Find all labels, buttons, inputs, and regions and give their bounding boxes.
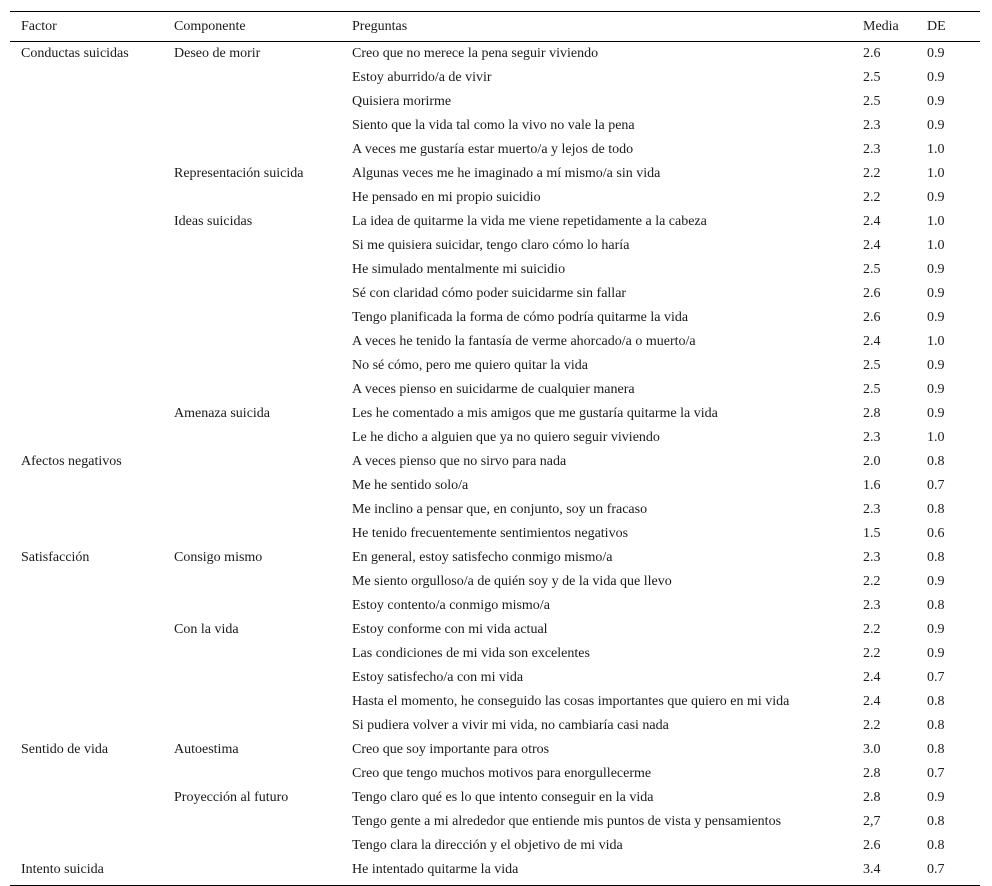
table-row [10, 642, 980, 666]
cell-factor: Sentido de vida [21, 742, 109, 757]
cell-factor: Intento suicida [21, 862, 104, 877]
cell-factor [10, 594, 163, 618]
cell-componente [163, 138, 341, 162]
cell-media: 2.2 [863, 718, 881, 733]
table-row [10, 90, 980, 114]
table-row [10, 258, 980, 282]
cell-factor [10, 522, 163, 546]
cell-componente [163, 354, 341, 378]
cell-componente [163, 666, 341, 690]
cell-factor [10, 258, 163, 282]
table-row [10, 714, 980, 738]
cell-pregunta: Me he sentido solo/a [352, 478, 469, 493]
cell-factor [10, 666, 163, 690]
header-row [10, 12, 980, 42]
cell-factor [10, 762, 163, 786]
cell-componente [163, 690, 341, 714]
cell-factor [10, 498, 163, 522]
cell-factor [10, 66, 163, 90]
cell-factor [10, 690, 163, 714]
cell-factor [10, 786, 163, 810]
cell-componente: Ideas suicidas [174, 214, 253, 229]
header-factor: Factor [21, 18, 57, 34]
cell-componente [163, 474, 341, 498]
cell-componente: Deseo de morir [174, 46, 261, 61]
cell-media: 2.4 [863, 694, 881, 709]
cell-factor [10, 570, 163, 594]
cell-componente: Amenaza suicida [174, 406, 271, 421]
cell-factor [10, 186, 163, 210]
cell-pregunta: Sé con claridad cómo poder suicidarme sin fallar [352, 286, 627, 301]
cell-pregunta: Las condiciones de mi vida son excelentes [352, 646, 590, 661]
table-row [10, 546, 980, 570]
cell-de: 0.9 [927, 622, 945, 637]
cell-media: 2.3 [863, 550, 881, 565]
cell-de: 0.7 [927, 766, 945, 781]
cell-de: 0.9 [927, 574, 945, 589]
cell-componente [163, 858, 341, 886]
cell-de: 0.9 [927, 262, 945, 277]
cell-componente: Consigo mismo [174, 550, 263, 565]
cell-pregunta: A veces me gustaría estar muerto/a y lejos de todo [352, 142, 634, 157]
cell-pregunta: Estoy contento/a conmigo mismo/a [352, 598, 550, 613]
table-row [10, 450, 980, 474]
cell-media: 3.0 [863, 742, 881, 757]
cell-de: 0.6 [927, 526, 945, 541]
cell-componente [163, 330, 341, 354]
cell-pregunta: Tengo planificada la forma de cómo podría quitarme la vida [352, 310, 689, 325]
cell-factor [10, 642, 163, 666]
cell-pregunta: Creo que tengo muchos motivos para enorgullecerme [352, 766, 652, 781]
cell-pregunta: Estoy aburrido/a de vivir [352, 70, 492, 85]
table-row [10, 234, 980, 258]
table-row [10, 42, 980, 67]
table-row [10, 114, 980, 138]
table-row [10, 66, 980, 90]
cell-pregunta: A veces pienso en suicidarme de cualquier manera [352, 382, 635, 397]
cell-pregunta: Creo que no merece la pena seguir viviendo [352, 46, 599, 61]
table-row [10, 138, 980, 162]
cell-de: 0.8 [927, 598, 945, 613]
cell-factor [10, 330, 163, 354]
table-row [10, 522, 980, 546]
cell-media: 2.2 [863, 646, 881, 661]
cell-media: 2.6 [863, 310, 881, 325]
table-row [10, 282, 980, 306]
cell-de: 0.8 [927, 718, 945, 733]
table-row [10, 378, 980, 402]
cell-media: 2.4 [863, 334, 881, 349]
cell-componente [163, 306, 341, 330]
table-row [10, 570, 980, 594]
cell-factor: Satisfacción [21, 550, 90, 565]
cell-pregunta: He intentado quitarme la vida [352, 862, 519, 877]
cell-factor [10, 810, 163, 834]
cell-pregunta: Estoy conforme con mi vida actual [352, 622, 548, 637]
cell-media: 2.5 [863, 94, 881, 109]
cell-componente [163, 834, 341, 858]
table-row [10, 858, 980, 886]
table-row [10, 402, 980, 426]
cell-factor [10, 90, 163, 114]
table-row [10, 306, 980, 330]
cell-componente [163, 282, 341, 306]
cell-pregunta: Estoy satisfecho/a con mi vida [352, 670, 524, 685]
cell-componente [163, 642, 341, 666]
table-row [10, 690, 980, 714]
cell-pregunta: Me siento orgulloso/a de quién soy y de la vida que llevo [352, 574, 672, 589]
cell-componente: Proyección al futuro [174, 790, 289, 805]
cell-factor [10, 306, 163, 330]
cell-pregunta: Algunas veces me he imaginado a mí mismo/a sin vida [352, 166, 661, 181]
cell-pregunta: La idea de quitarme la vida me viene repetidamente a la cabeza [352, 214, 707, 229]
cell-media: 2.4 [863, 214, 881, 229]
cell-de: 0.9 [927, 118, 945, 133]
cell-media: 2.0 [863, 454, 881, 469]
cell-de: 0.9 [927, 646, 945, 661]
cell-factor [10, 426, 163, 450]
cell-pregunta: Si pudiera volver a vivir mi vida, no cambiaría casi nada [352, 718, 669, 733]
cell-pregunta: En general, estoy satisfecho conmigo mismo/a [352, 550, 613, 565]
table-row [10, 762, 980, 786]
cell-pregunta: Les he comentado a mis amigos que me gustaría quitarme la vida [352, 406, 718, 421]
cell-de: 1.0 [927, 334, 945, 349]
cell-media: 2.2 [863, 166, 881, 181]
table-row [10, 330, 980, 354]
cell-factor [10, 210, 163, 234]
cell-de: 0.9 [927, 382, 945, 397]
cell-factor [10, 234, 163, 258]
cell-de: 1.0 [927, 142, 945, 157]
cell-factor [10, 138, 163, 162]
cell-de: 0.7 [927, 478, 945, 493]
cell-media: 2.4 [863, 238, 881, 253]
cell-pregunta: Tengo gente a mi alrededor que entiende mis puntos de vista y pensamientos [352, 814, 782, 829]
cell-media: 2.2 [863, 622, 881, 637]
cell-pregunta: A veces he tenido la fantasía de verme ahorcado/a o muerto/a [352, 334, 696, 349]
table-row [10, 786, 980, 810]
cell-de: 1.0 [927, 238, 945, 253]
cell-de: 0.8 [927, 550, 945, 565]
cell-factor [10, 114, 163, 138]
cell-media: 2.6 [863, 46, 881, 61]
table-row [10, 834, 980, 858]
cell-media: 2.5 [863, 358, 881, 373]
table-body [10, 42, 980, 886]
cell-componente [163, 810, 341, 834]
header-de: DE [927, 18, 946, 34]
cell-media: 2.3 [863, 598, 881, 613]
cell-pregunta: Le he dicho a alguien que ya no quiero seguir viviendo [352, 430, 660, 445]
cell-de: 0.7 [927, 862, 945, 877]
cell-media: 2.8 [863, 790, 881, 805]
cell-componente [163, 90, 341, 114]
cell-de: 0.8 [927, 814, 945, 829]
cell-media: 2.6 [863, 286, 881, 301]
cell-media: 2.3 [863, 430, 881, 445]
cell-componente [163, 498, 341, 522]
cell-pregunta: Tengo claro qué es lo que intento conseguir en la vida [352, 790, 654, 805]
cell-pregunta: Siento que la vida tal como la vivo no vale la pena [352, 118, 635, 133]
cell-media: 1.6 [863, 478, 881, 493]
cell-media: 3.4 [863, 862, 881, 877]
cell-media: 2.2 [863, 574, 881, 589]
cell-factor [10, 378, 163, 402]
cell-factor: Conductas suicidas [21, 46, 129, 61]
cell-componente: Con la vida [174, 622, 239, 637]
cell-componente [163, 522, 341, 546]
cell-pregunta: Quisiera morirme [352, 94, 452, 109]
cell-media: 2.5 [863, 382, 881, 397]
cell-media: 2.5 [863, 262, 881, 277]
cell-media: 2.8 [863, 406, 881, 421]
cell-media: 2.3 [863, 502, 881, 517]
cell-factor [10, 834, 163, 858]
cell-de: 0.9 [927, 70, 945, 85]
cell-de: 0.9 [927, 358, 945, 373]
cell-pregunta: He pensado en mi propio suicidio [352, 190, 541, 205]
cell-componente [163, 234, 341, 258]
cell-de: 0.9 [927, 406, 945, 421]
cell-pregunta: He tenido frecuentemente sentimientos negativos [352, 526, 629, 541]
cell-componente: Autoestima [174, 742, 239, 757]
header-componente: Componente [174, 18, 246, 34]
cell-de: 0.8 [927, 742, 945, 757]
cell-de: 0.9 [927, 46, 945, 61]
cell-factor [10, 618, 163, 642]
cell-componente [163, 450, 341, 474]
cell-pregunta: Creo que soy importante para otros [352, 742, 550, 757]
table-row [10, 426, 980, 450]
table-row [10, 354, 980, 378]
header-media: Media [863, 18, 899, 34]
cell-de: 0.8 [927, 454, 945, 469]
table-row [10, 594, 980, 618]
cell-media: 2.5 [863, 70, 881, 85]
cell-de: 1.0 [927, 214, 945, 229]
cell-de: 0.7 [927, 670, 945, 685]
cell-componente [163, 426, 341, 450]
cell-pregunta: He simulado mentalmente mi suicidio [352, 262, 566, 277]
cell-media: 2.8 [863, 766, 881, 781]
cell-factor [10, 282, 163, 306]
cell-factor [10, 474, 163, 498]
cell-factor: Afectos negativos [21, 454, 122, 469]
cell-de: 0.9 [927, 94, 945, 109]
cell-de: 0.9 [927, 286, 945, 301]
cell-de: 0.8 [927, 694, 945, 709]
cell-media: 2.6 [863, 838, 881, 853]
items-table [10, 11, 980, 886]
cell-de: 0.9 [927, 190, 945, 205]
table-row [10, 186, 980, 210]
table-row [10, 474, 980, 498]
cell-factor [10, 354, 163, 378]
cell-pregunta: Si me quisiera suicidar, tengo claro cómo lo haría [352, 238, 630, 253]
cell-pregunta: A veces pienso que no sirvo para nada [352, 454, 567, 469]
table-row [10, 162, 980, 186]
header-preguntas: Preguntas [352, 18, 408, 34]
table-row [10, 498, 980, 522]
cell-factor [10, 402, 163, 426]
cell-factor [10, 162, 163, 186]
cell-de: 1.0 [927, 166, 945, 181]
cell-componente [163, 186, 341, 210]
cell-media: 2.2 [863, 190, 881, 205]
table-row [10, 810, 980, 834]
table-row [10, 210, 980, 234]
cell-media: 2.3 [863, 142, 881, 157]
cell-pregunta: No sé cómo, pero me quiero quitar la vida [352, 358, 588, 373]
cell-de: 0.8 [927, 502, 945, 517]
cell-media: 1.5 [863, 526, 881, 541]
cell-de: 1.0 [927, 430, 945, 445]
cell-componente [163, 66, 341, 90]
cell-pregunta: Hasta el momento, he conseguido las cosas importantes que quiero en mi vida [352, 694, 790, 709]
cell-componente [163, 762, 341, 786]
cell-media: 2.4 [863, 670, 881, 685]
cell-componente [163, 258, 341, 282]
table-row [10, 618, 980, 642]
cell-de: 0.8 [927, 838, 945, 853]
cell-componente [163, 594, 341, 618]
cell-factor [10, 714, 163, 738]
cell-componente [163, 378, 341, 402]
table-row [10, 738, 980, 762]
table-row [10, 666, 980, 690]
cell-pregunta: Me inclino a pensar que, en conjunto, soy un fracaso [352, 502, 648, 517]
cell-componente [163, 714, 341, 738]
cell-pregunta: Tengo clara la dirección y el objetivo de mi vida [352, 838, 623, 853]
cell-de: 0.9 [927, 790, 945, 805]
cell-componente: Representación suicida [174, 166, 304, 181]
cell-media: 2.3 [863, 118, 881, 133]
cell-de: 0.9 [927, 310, 945, 325]
cell-componente [163, 570, 341, 594]
table-header [10, 12, 980, 42]
cell-componente [163, 114, 341, 138]
cell-media: 2,7 [863, 814, 881, 829]
